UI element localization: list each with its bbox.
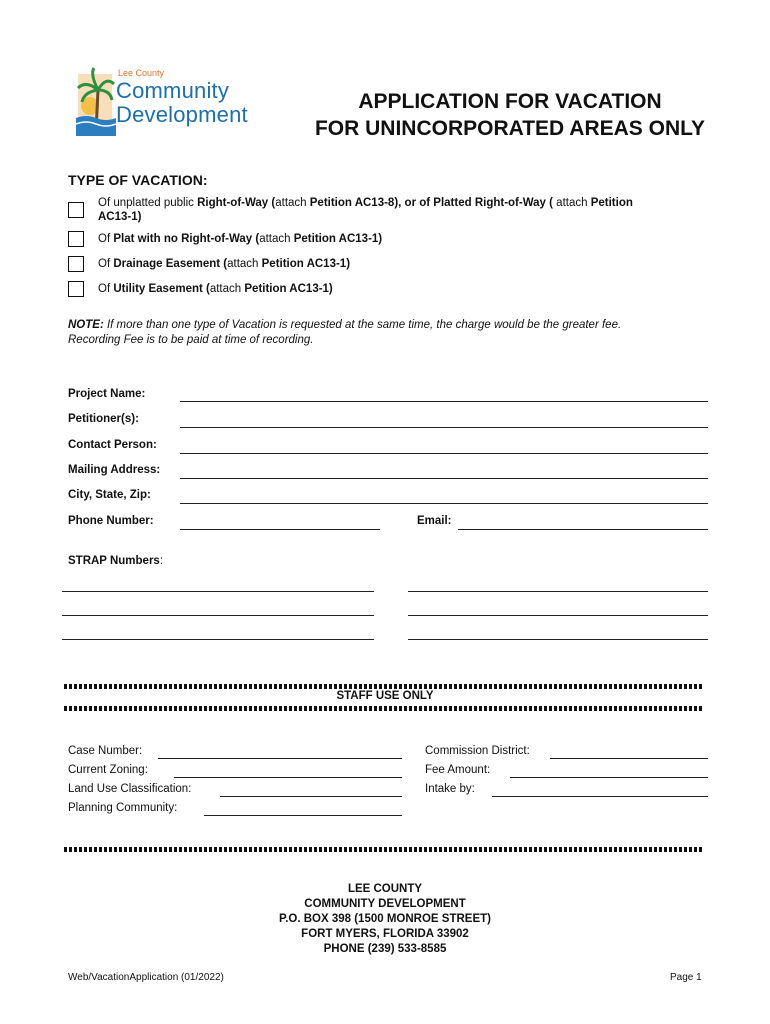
type-of-vacation-heading: TYPE OF VACATION:: [68, 172, 208, 188]
contact-person-field[interactable]: [180, 453, 708, 454]
option-drainage-easement: Of Drainage Easement (attach Petition AC13-1): [98, 258, 351, 270]
strap-field-5[interactable]: [62, 639, 374, 640]
mailing-address-field[interactable]: [180, 478, 708, 479]
fee-note: NOTE: If more than one type of Vacation is requested at the same time, the charge would be the greater fee. Recording Fee is to be paid at time of recording.: [68, 319, 622, 346]
option-plat-no-row: Of Plat with no Right-of-Way (attach Petition AC13-1): [98, 233, 383, 245]
petitioners-field[interactable]: [180, 427, 708, 428]
phone-number-field[interactable]: [180, 529, 380, 530]
palm-tree-icon: [76, 66, 116, 136]
city-state-zip-label: City, State, Zip:: [68, 489, 151, 501]
logo-line-1: Community: [116, 78, 230, 103]
planning-community-field[interactable]: [204, 815, 402, 816]
strap-field-1[interactable]: [62, 591, 374, 592]
petitioners-label: Petitioner(s):: [68, 413, 139, 425]
address-line-3: P.O. BOX 398 (1500 MONROE STREET): [279, 913, 491, 925]
dotted-divider-middle: [64, 706, 704, 711]
fee-amount-label: Fee Amount:: [425, 764, 491, 776]
option-unplatted-row: Of unplatted public Right-of-Way (attach Petition AC13-8), or of Platted Right-of-Way ( attach Petition AC13-1): [98, 197, 633, 223]
land-use-label: Land Use Classification:: [68, 783, 192, 795]
lee-county-logo: [76, 66, 266, 138]
intake-by-label: Intake by:: [425, 783, 475, 795]
option-utility-easement: Of Utility Easement (attach Petition AC13-1): [98, 283, 333, 295]
strap-field-2[interactable]: [408, 591, 708, 592]
phone-number-label: Phone Number:: [68, 515, 154, 527]
page-number: Page 1: [670, 972, 702, 983]
planning-community-label: Planning Community:: [68, 802, 178, 814]
strap-field-3[interactable]: [62, 615, 374, 616]
address-line-5: PHONE (239) 533-8585: [323, 943, 447, 955]
contact-person-label: Contact Person:: [68, 439, 157, 451]
checkbox-plat-no-row[interactable]: [68, 231, 84, 247]
email-field[interactable]: [458, 529, 708, 530]
dotted-divider-bottom: [64, 847, 704, 852]
logo-small-text: Lee County: [118, 68, 165, 78]
mailing-address-label: Mailing Address:: [68, 464, 161, 476]
commission-district-field[interactable]: [550, 758, 708, 759]
strap-field-4[interactable]: [408, 615, 708, 616]
page-title-line-1: APPLICATION FOR VACATION: [358, 90, 662, 113]
fee-amount-field[interactable]: [510, 777, 708, 778]
address-line-2: COMMUNITY DEVELOPMENT: [304, 898, 466, 910]
strap-numbers-label: STRAP Numbers:: [68, 555, 164, 567]
current-zoning-label: Current Zoning:: [68, 764, 148, 776]
city-state-zip-field[interactable]: [180, 503, 708, 504]
email-label: Email:: [417, 515, 452, 527]
strap-field-6[interactable]: [408, 639, 708, 640]
checkbox-drainage-easement[interactable]: [68, 256, 84, 272]
current-zoning-field[interactable]: [174, 777, 402, 778]
page-title-line-2: FOR UNINCORPORATED AREAS ONLY: [314, 117, 706, 140]
logo-line-2: Development: [116, 102, 248, 127]
checkbox-unplatted-row[interactable]: [68, 202, 84, 218]
land-use-field[interactable]: [220, 796, 402, 797]
case-number-label: Case Number:: [68, 745, 143, 757]
project-name-label: Project Name:: [68, 388, 146, 400]
address-line-1: LEE COUNTY: [347, 883, 423, 895]
project-name-field[interactable]: [180, 401, 708, 402]
case-number-field[interactable]: [158, 758, 402, 759]
checkbox-utility-easement[interactable]: [68, 281, 84, 297]
address-line-4: FORT MYERS, FLORIDA 33902: [301, 928, 469, 940]
form-id: Web/VacationApplication (01/2022): [68, 972, 224, 983]
staff-use-heading: STAFF USE ONLY: [336, 690, 434, 702]
intake-by-field[interactable]: [492, 796, 708, 797]
dotted-divider-top: [64, 684, 704, 689]
commission-district-label: Commission District:: [425, 745, 530, 757]
